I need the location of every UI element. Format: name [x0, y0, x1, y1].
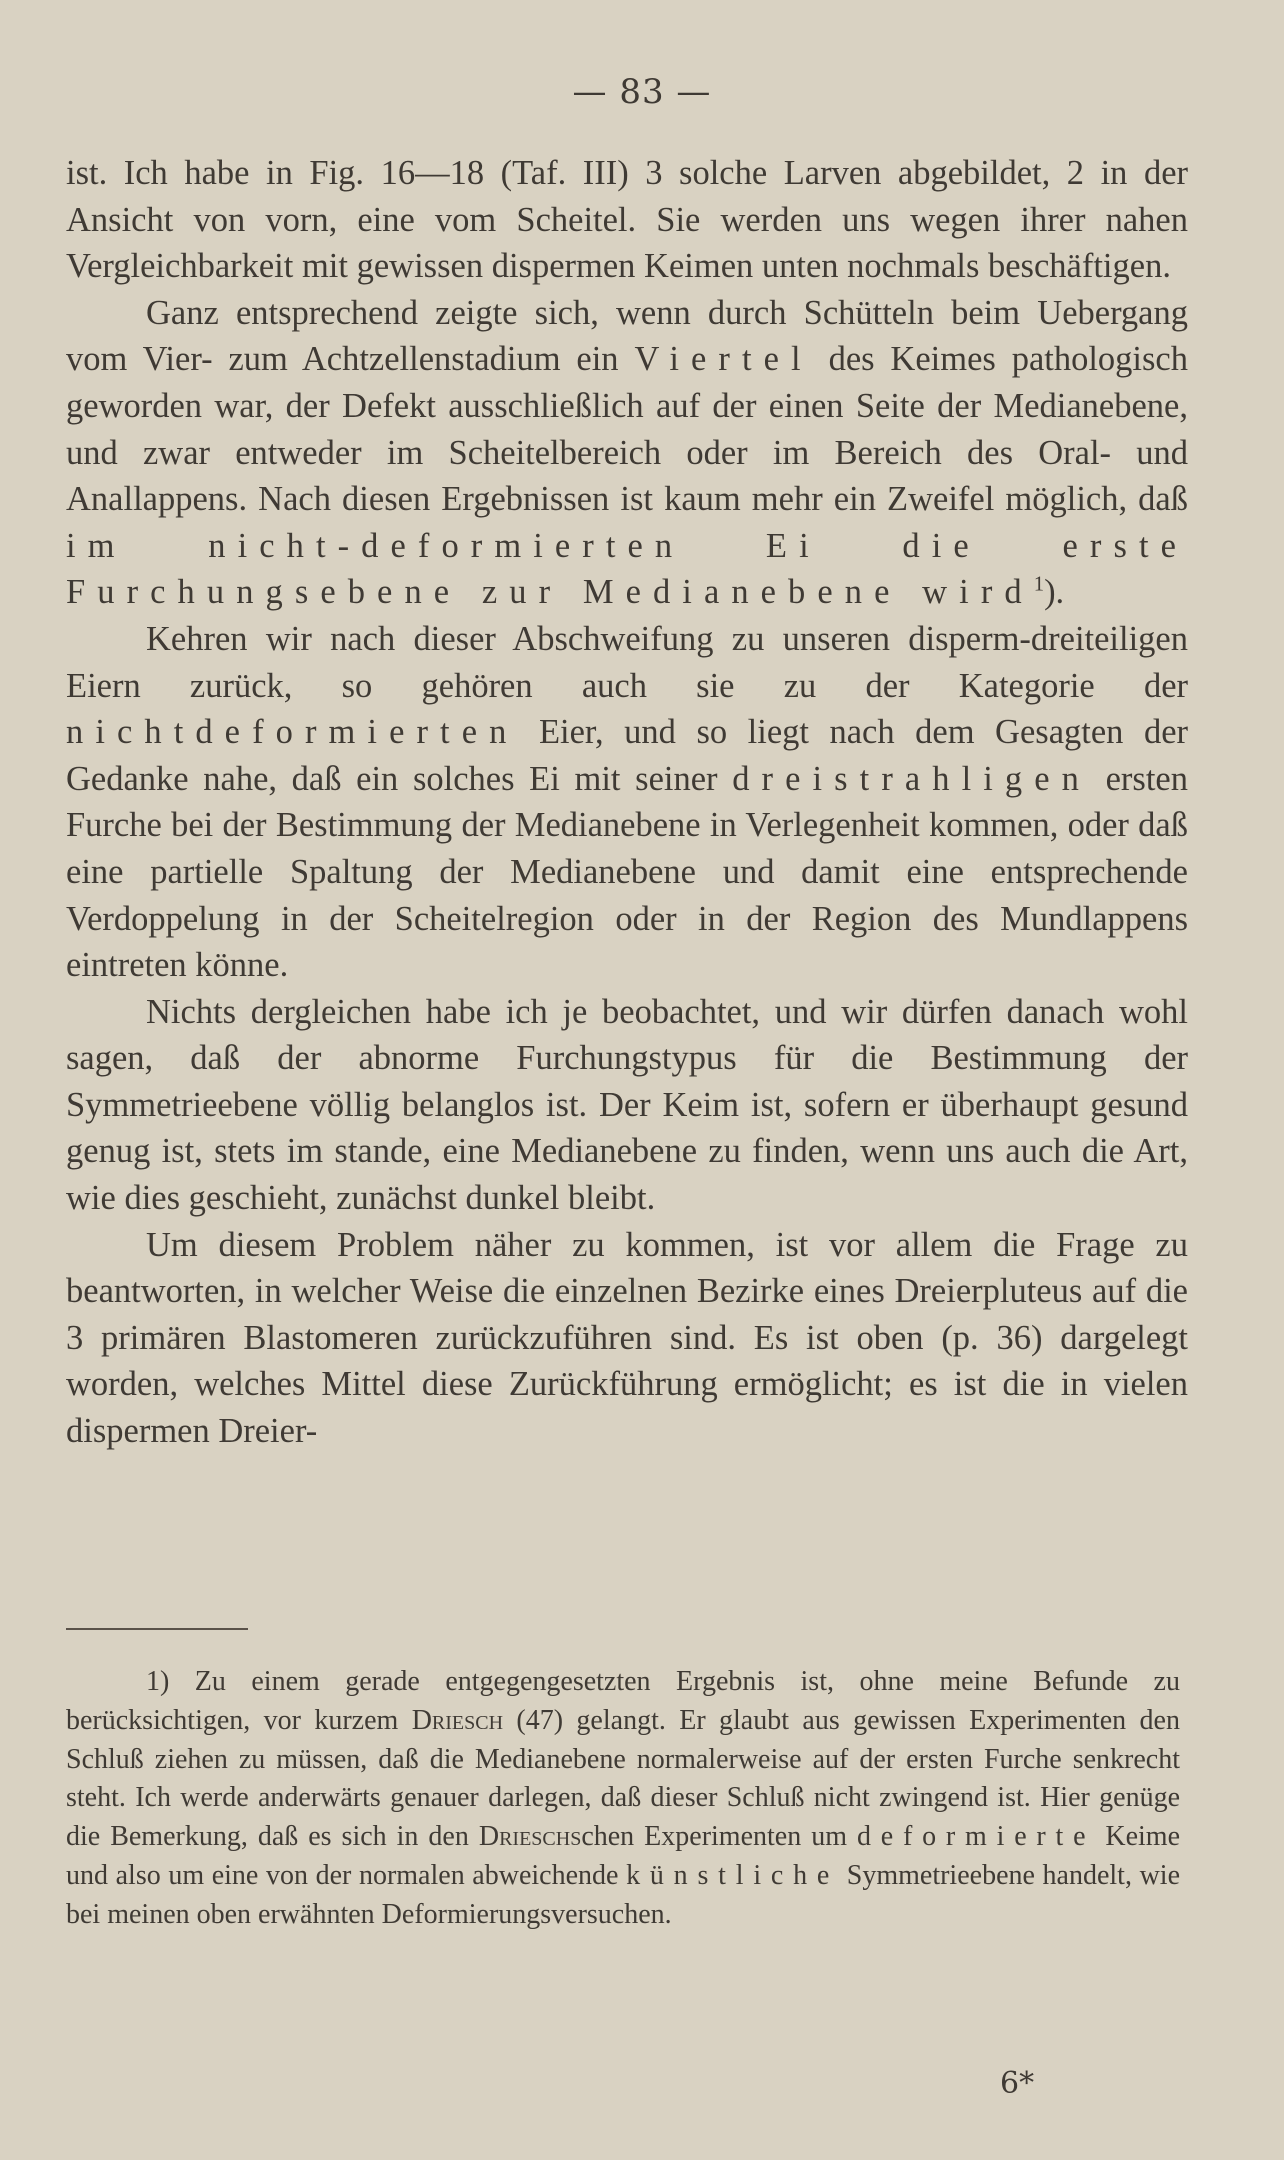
footnote-text-e: chen Experimenten um	[581, 1821, 857, 1853]
paragraph-5: Um diesem Problem näher zu kommen, ist vor allem die Frage zu beantworten, in welcher Weise die einzelnen Bezirke eines Dreierpluteus auf die 3 primären Blastomeren zurückzuführen sind. Es ist oben (p. 36) dargelegt worden, welches Mittel diese Zurückführung ermöglicht; es ist die in vielen dispermen Dreier-	[66, 1225, 1188, 1451]
signature-mark: 6*	[1000, 2066, 1035, 2101]
footnote-text-g: Keime und also um eine von der normalen abweichende	[66, 1821, 1180, 1891]
paragraph-2-text-a: Ganz entsprechend zeigte sich, wenn durch Schütteln beim Uebergang vom Vier- zum Achtzellenstadium ein	[66, 293, 1188, 379]
body-text	[66, 150, 1188, 1455]
author-driesch: Driesch	[411, 1704, 504, 1736]
paragraph-4: Nichts dergleichen habe ich je beobachtet, und wir dürfen danach wohl sagen, daß der abnorme Furchungstypus für die Bestimmung der Symmetrieebene völlig belanglos ist. Der Keim ist, sofern er überhaupt gesund genug ist, stets im stande, eine Medianebene zu finden, wenn uns auch die Art, wie dies geschieht, zunächst dunkel bleibt.	[66, 992, 1188, 1218]
emphasis-dreistrahligen: dreistrahligen	[732, 759, 1091, 798]
emphasis-viertel: Viertel	[634, 340, 813, 379]
emphasis-nichtdeformierten: nichtdeformierten	[66, 713, 519, 752]
footnote-text-c: (47) gelangt. Er glaubt aus gewissen Experimenten den Schluß ziehen zu müssen, daß die Medianebene normalerweise auf der ersten Furche senkrecht steht. Ich werde anderwärts genauer darlegen, daß dieser Schluß nicht zwingend ist. Hier genüge die Bemerkung, daß es sich in den	[66, 1704, 1180, 1853]
footnote	[66, 1663, 1180, 1935]
page-number: — 83 —	[572, 72, 712, 112]
paragraph-2-text-e: ).	[1044, 573, 1065, 612]
paragraph-1: ist. Ich habe in Fig. 16—18 (Taf. III) 3 solche Larven abgebildet, 2 in der Ansicht von vorn, eine vom Scheitel. Sie werden uns wegen ihrer nahen Vergleichbarkeit mit gewissen dispermen Keimen unten nochmals beschäftigen.	[66, 154, 1188, 286]
paragraph-3-text-e: ersten Furche bei der Bestimmung der Medianebene in Verlegenheit kommen, oder daß eine partielle Spaltung der Medianebene und damit eine entsprechende Verdoppelung in der Scheitelregion oder in der Region des Mundlappens eintreten könne.	[66, 759, 1188, 985]
paragraph-2-text-c: des Keimes pathologisch geworden war, der Defekt ausschließlich auf der einen Seite der Medianebene, und zwar entweder im Scheitelbereich oder im Bereich des Oral- und Anallappens. Nach diesen Ergebnissen ist kaum mehr ein Zweifel möglich, daß	[66, 340, 1188, 519]
paragraph-2	[66, 290, 1188, 616]
footnote-marker: 1	[1033, 573, 1045, 596]
footnote-divider	[66, 1628, 248, 1630]
paragraph-3-text-a: Kehren wir nach dieser Abschweifung zu unseren disperm-dreiteiligen Eiern zurück, so gehören auch sie zu der Kategorie der	[66, 619, 1188, 705]
author-drieschs: Drieschs	[478, 1821, 582, 1853]
paragraph-3-text-c: Eier, und so liegt nach dem Gesagten der Gedanke nahe, daß ein solches Ei mit seiner	[66, 713, 1188, 798]
footnote-text-i: Symmetrieebene handelt, wie bei meinen oben erwähnten Deformierungsversuchen.	[66, 1859, 1180, 1930]
paragraph-3	[66, 616, 1188, 989]
emphasis-conclusion: im nicht-deformierten Ei die erste Furchungsebene zur Medianebene wird	[66, 526, 1188, 612]
footnote-text-a: 1) Zu einem gerade entgegengesetzten Ergebnis ist, ohne meine Befunde zu berücksichtigen, vor kurzem	[66, 1666, 1180, 1736]
emphasis-kuenstliche: künstliche	[626, 1859, 840, 1891]
emphasis-deformierte: deformierte	[856, 1821, 1096, 1853]
